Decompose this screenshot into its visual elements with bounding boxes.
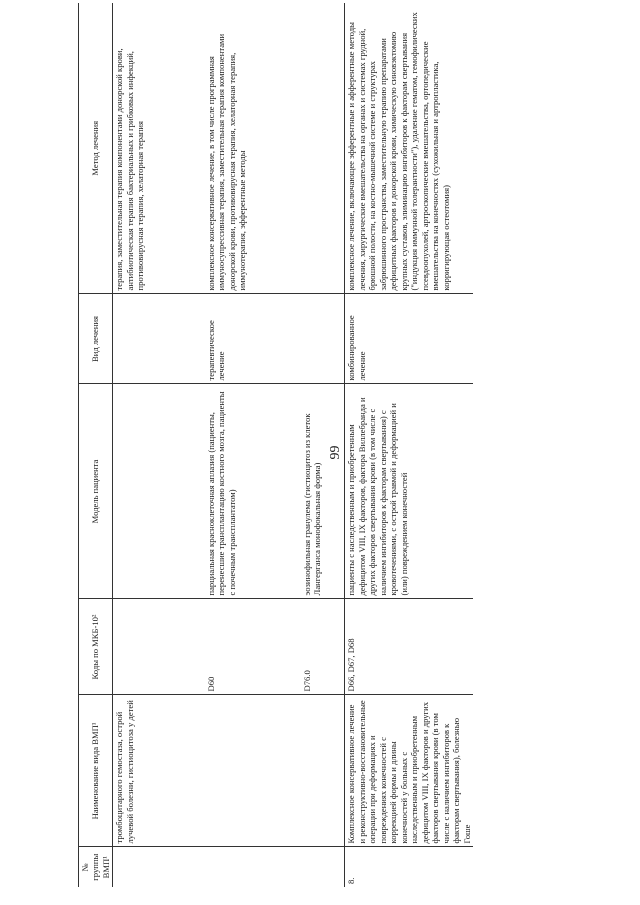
cell-treatment-type: комбинированное лечение — [345, 294, 473, 384]
cell-method: терапия, заместительная терапия компонентами донорской крови, антибиотическая терапия бактериальных и грибковых инфекций, противовирусная терапия, хелаторная терапия — [113, 3, 205, 294]
vmp-table — [78, 3, 473, 887]
cell-treatment-type — [301, 294, 345, 384]
cell-group — [301, 847, 345, 887]
cell-treatment-type — [113, 294, 205, 384]
cell-group — [205, 847, 301, 887]
header-name: Наименование вида ВМП¹ — [79, 695, 113, 847]
table-row — [345, 3, 473, 887]
header-codes: Коды по МКБ-10² — [79, 599, 113, 695]
cell-name — [301, 695, 345, 847]
header-model: Модель пациента — [79, 384, 113, 599]
table-row — [301, 3, 345, 887]
cell-codes — [113, 599, 205, 695]
header-treatment-type: Вид лечения — [79, 294, 113, 384]
table-row — [205, 3, 301, 887]
cell-method: комплексное консервативное лечение, в том числе программная иммуносупрессивная терапия, заместительная терапия компонентами донорской крови, противовирусная терапия, хелаторная терапия, иммунотерапия, эфферентные методы — [205, 3, 301, 294]
cell-name: тромбоцитарного гемостаза, острой лучевой болезни, гистиоцитоза у детей — [113, 695, 205, 847]
cell-model: парциальная красноклеточная аплазия (пациенты, перенесшие трансплантацию костного мозга, пациенты с почечным трансплантатом) — [205, 384, 301, 599]
header-method: Метод лечения — [79, 3, 113, 294]
cell-group — [113, 847, 205, 887]
cell-name: Комплексное консервативное лечение и реконструктивно-восстановительные операции при деформациях и повреждениях конечностей с коррекцией формы и длины конечностей у больных с наследственным и приобретенным дефицитом VIII, IX факторов и других факторов свертывания крови (в том числе с наличием ингибиторов к факторам свертывания), болезнью Гоше — [345, 695, 473, 847]
cell-model — [113, 384, 205, 599]
cell-codes: D60 — [205, 599, 301, 695]
cell-model: эозинофильная гранулема (гистиоцитоз из клеток Лангерганса монофокальная форма) — [301, 384, 345, 599]
cell-method — [301, 3, 345, 294]
page-number: 99 — [328, 445, 343, 460]
cell-codes: D76.0 — [301, 599, 345, 695]
cell-treatment-type: терапевтическое лечение — [205, 294, 301, 384]
cell-codes: D66, D67, D68 — [345, 599, 473, 695]
header-group: № группы ВМП¹ — [79, 847, 113, 887]
cell-method: комплексное лечение, включающее эфферентные и афферентные методы лечения, хирургические вмешательства на органах и системах грудной, брюшной полости, на костно-мышечной системе и структурах забрюшинного пространства, заместительную терапию препаратами дефицитных факторов и донорской крови, химическую синовэктомию крупных суставов, элиминацию ингибиторов к факторам свертывания ("индукция иммунной толерантности"), удаление гематом, гемофилических псевдоопухолей, артроскопические вмешательства, ортопедические вмешательства на конечностях (сухожильная и артропластика, корригирующая остеотомия) — [345, 3, 473, 294]
cell-name — [205, 695, 301, 847]
cell-group: 8. — [345, 847, 473, 887]
cell-model: пациенты с наследственным и приобретенным дефицитом VIII, IX факторов, фактора Виллебранда и других факторов свертывания крови (в том числе с наличием ингибиторов к факторам свертывания) с кровотечениями, с острой травмой и деформацией и (или) повреждением конечностей — [345, 384, 473, 599]
table-row — [113, 3, 205, 887]
